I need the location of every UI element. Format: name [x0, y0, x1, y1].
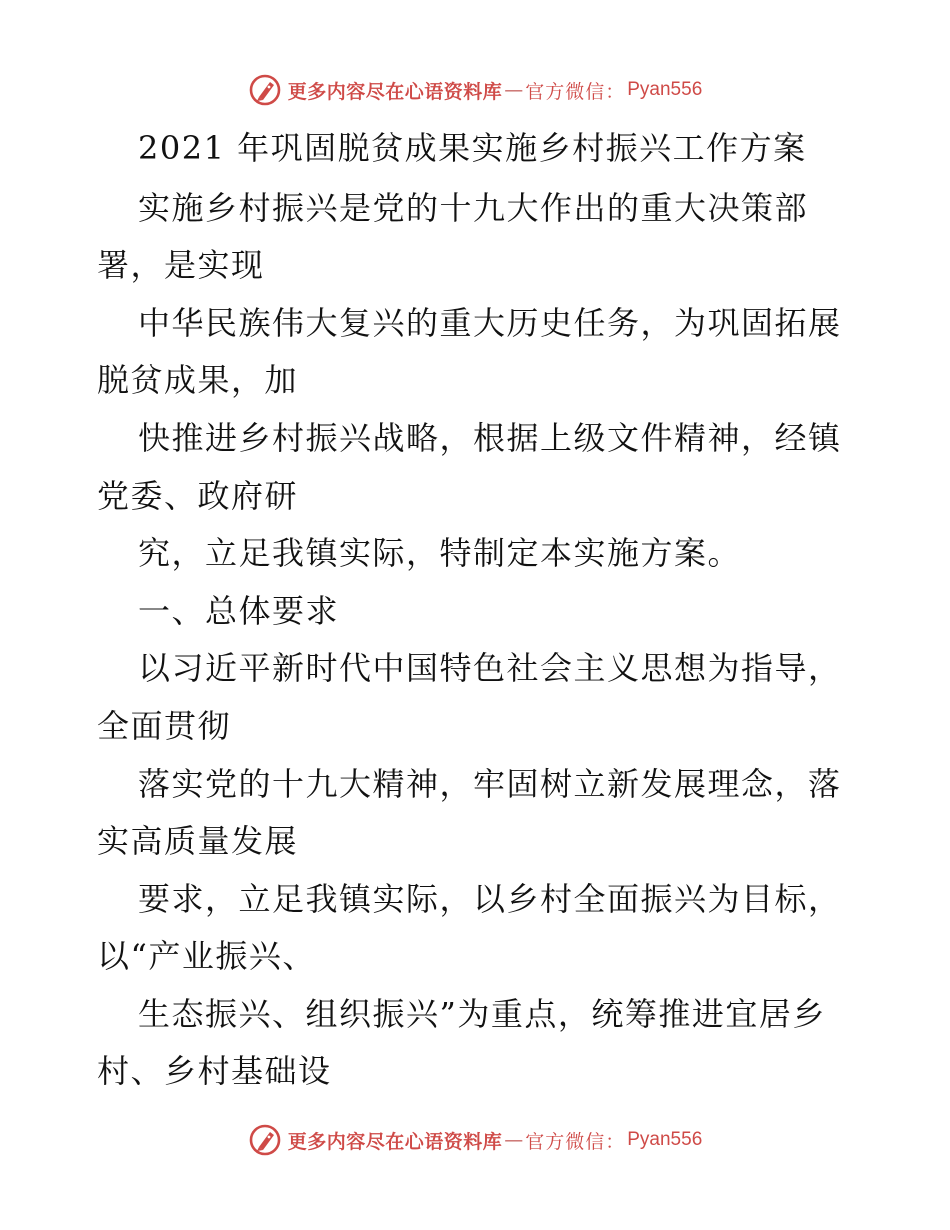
paragraph-line: 署，是实现 [97, 246, 265, 284]
footer-watermark [0, 1120, 950, 1160]
watermark-dash: — [504, 79, 524, 101]
paragraph-line: 要求，立足我镇实际，以乡村全面振兴为目标， [138, 880, 842, 918]
watermark-brand-text: 更多内容尽在心语资料库 [287, 1130, 503, 1153]
paragraph-line: 村、乡村基础设 [97, 1052, 332, 1090]
paragraph-line: 中华民族伟大复兴的重大历史任务，为巩固拓展 [138, 304, 842, 342]
paragraph-line: 党委、政府研 [97, 477, 299, 515]
section-heading: 一、总体要求 [138, 592, 340, 630]
paragraph-line: 实施乡村振兴是党的十九大作出的重大决策部 [138, 189, 809, 227]
header-watermark [0, 70, 950, 110]
paragraph-line: 生态振兴、组织振兴”为重点，统筹推进宜居乡 [138, 995, 826, 1033]
document-title: 2021 年巩固脱贫成果实施乡村振兴工作方案 [138, 129, 807, 167]
paragraph-line: 落实党的十九大精神，牢固树立新发展理念，落 [138, 765, 842, 803]
paragraph-line: 脱贫成果，加 [97, 361, 299, 399]
paragraph-line: 全面贯彻 [97, 707, 232, 745]
pen-nib-circle-icon [248, 73, 282, 107]
watermark-brand-text: 更多内容尽在心语资料库 [287, 80, 503, 103]
watermark-dash: — [504, 1129, 524, 1151]
paragraph-line: 以习近平新时代中国特色社会主义思想为指导， [138, 649, 842, 687]
paragraph-line: 实高质量发展 [97, 822, 299, 860]
pen-nib-circle-icon [248, 1123, 282, 1157]
watermark-sub-text: 官方微信： [525, 1130, 626, 1153]
paragraph-line: 以“产业振兴、 [97, 937, 316, 975]
watermark-wechat-id: Pyan556 [627, 79, 703, 100]
paragraph-line: 快推进乡村振兴战略，根据上级文件精神，经镇 [138, 419, 842, 457]
watermark-wechat-id: Pyan556 [627, 1129, 703, 1150]
watermark-sub-text: 官方微信： [525, 80, 626, 103]
paragraph-line: 究，立足我镇实际，特制定本实施方案。 [138, 534, 742, 572]
